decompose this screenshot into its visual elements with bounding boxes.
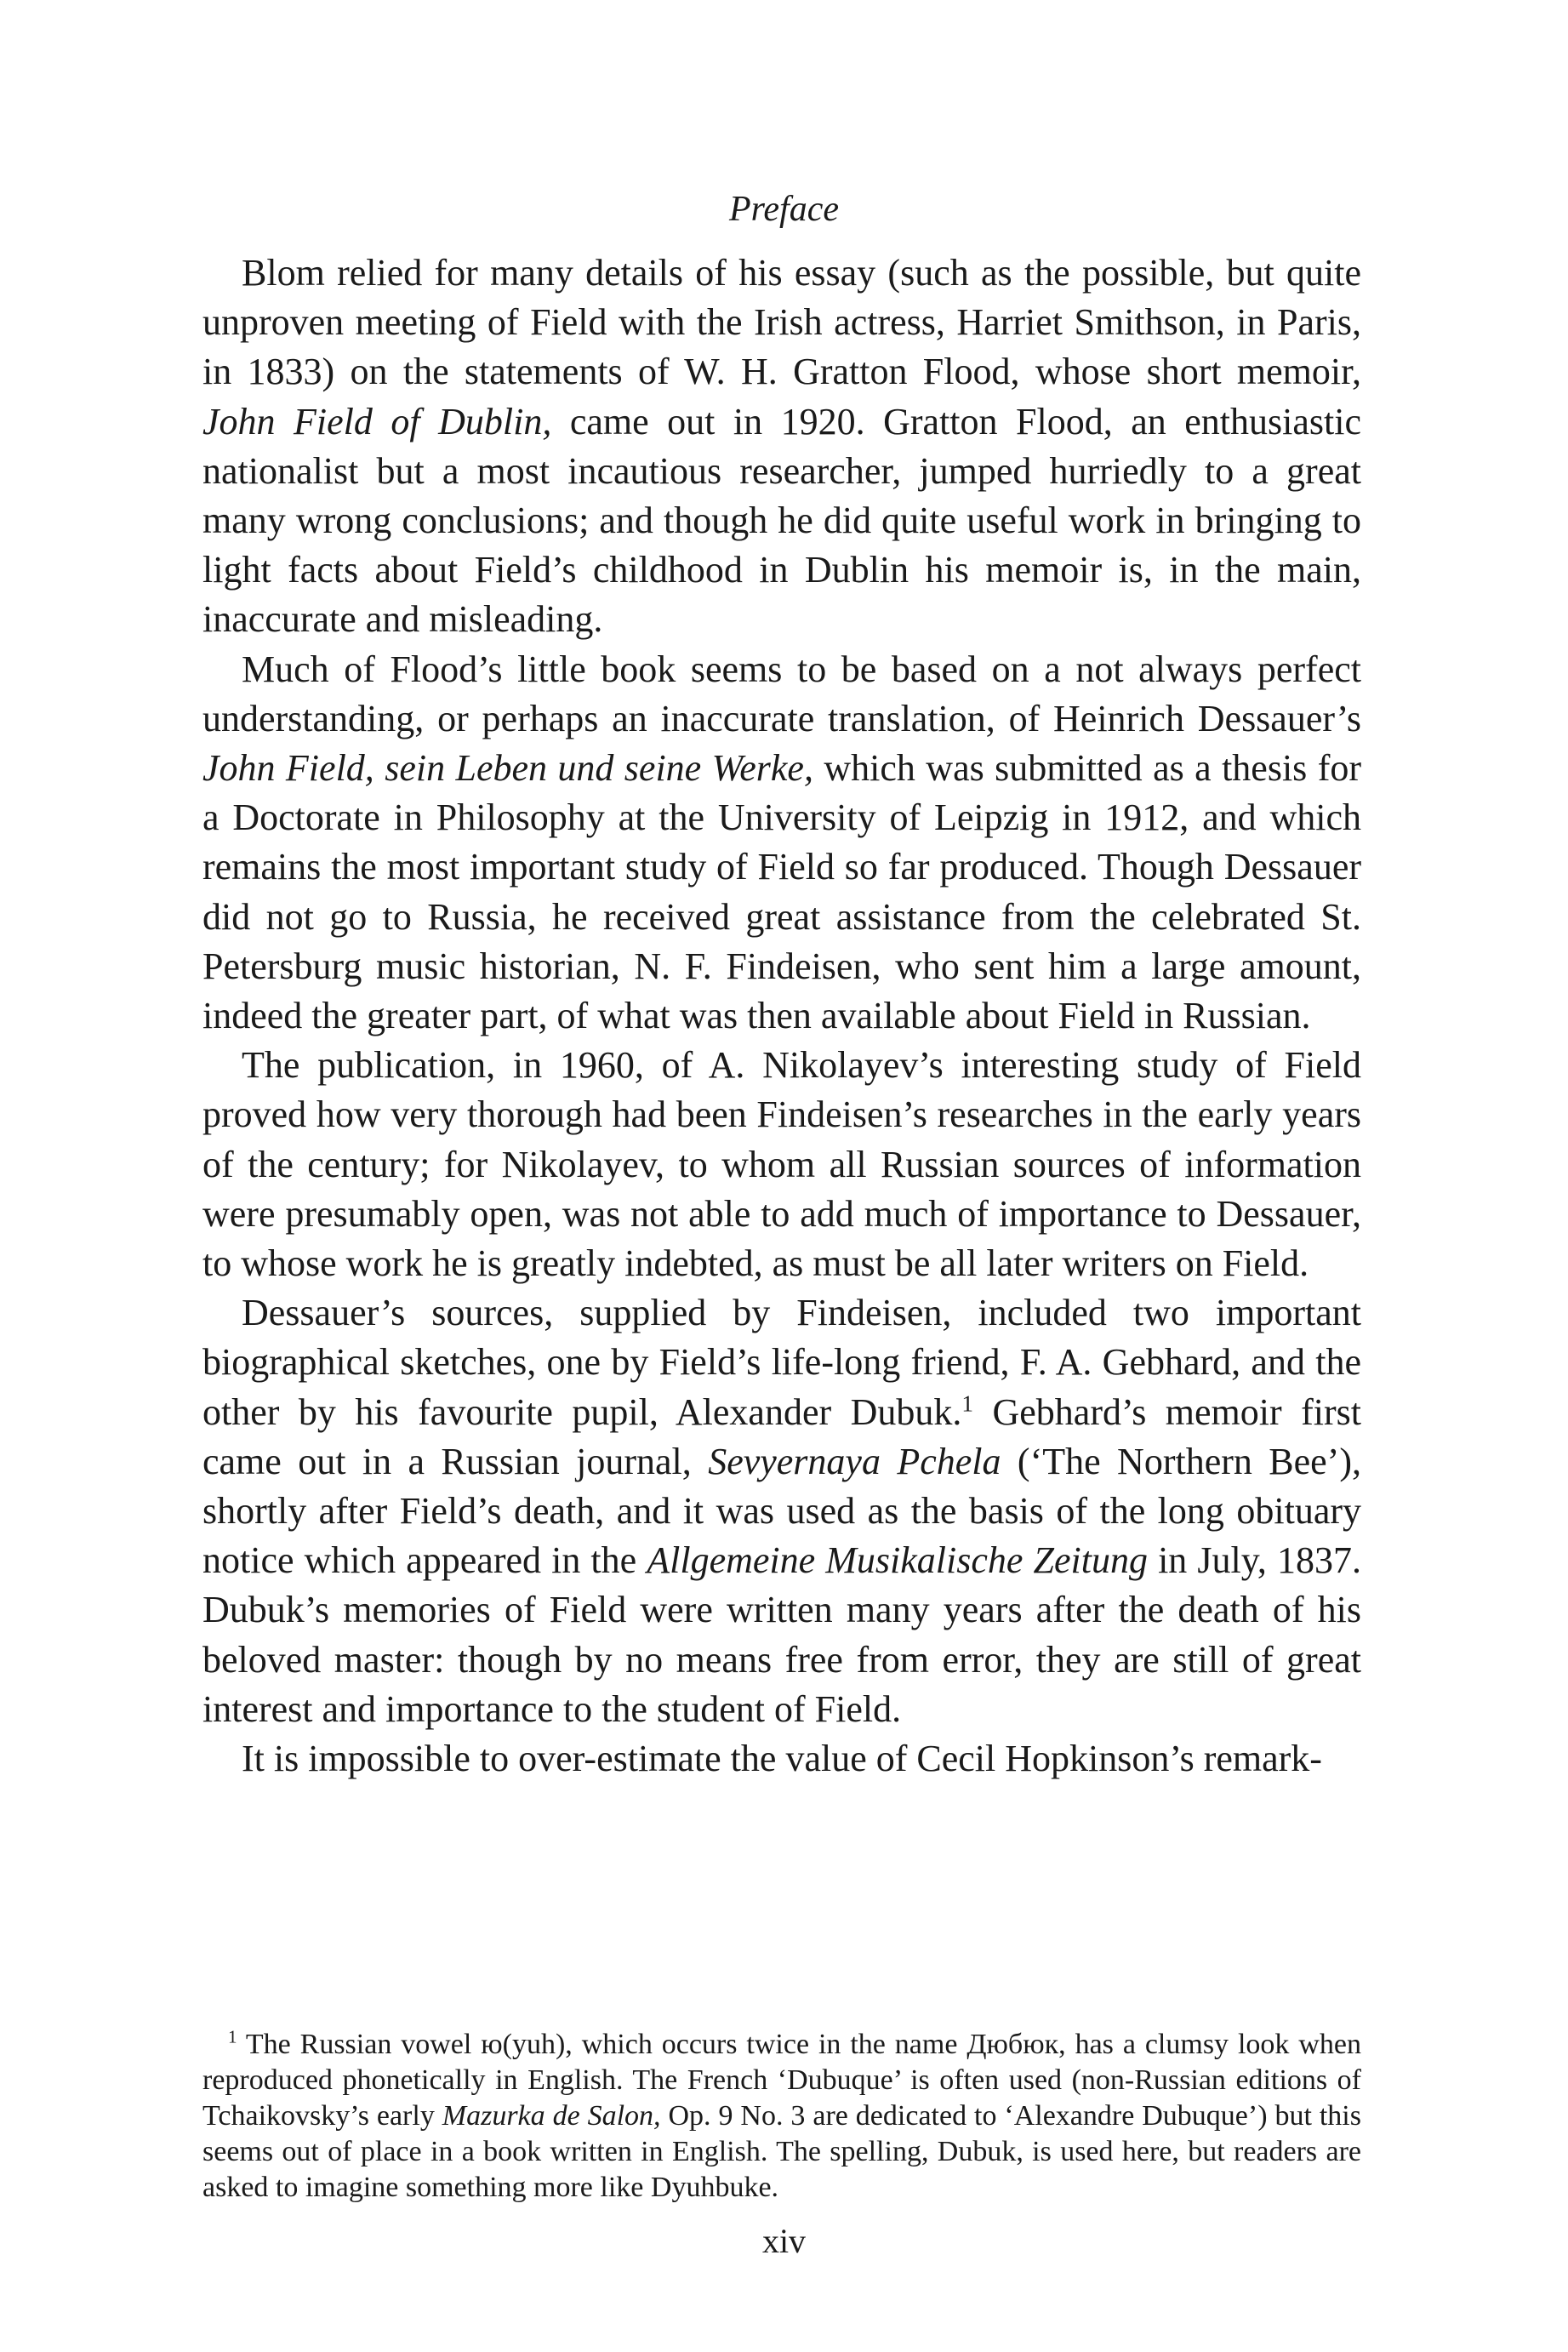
- book-title: John Field of Dublin,: [202, 400, 552, 442]
- footnote-reference: 1: [961, 1390, 974, 1417]
- text-run: It is impossible to over-estimate the value of Cecil Hopkinson’s remark-: [242, 1738, 1322, 1780]
- paragraph: [202, 1041, 1361, 1288]
- text-run: Op. 9 No. 3 are dedicated to ‘Alexandre Dubuque’) but this seems out of place in a book written in English. The spelling, Dubuk, is used here, but readers are asked to imagine something more like Dyuhbuke.: [202, 2100, 1361, 2203]
- paragraph: [202, 248, 1361, 645]
- text-run: The Russian vowel ю(yuh), which occurs twice in the name Дюбюк, has a clumsy look when reproduced phonetically in English. The French ‘Dubuque’ is often used (non-Russian editions of Tchaikovsky’s early: [202, 2029, 1361, 2132]
- text-run: Dessauer’s sources, supplied by Findeisen, included two important biographical sketches, one by Field’s life-long friend, F. A. Gebhard, and the other by his favourite pupil, Alexander Dubuk.: [202, 1292, 1361, 1433]
- footnotes: [202, 2027, 1361, 2206]
- journal-title: Sevyernaya Pchela: [708, 1440, 1001, 1482]
- text-run: which was submitted as a thesis for a Doctorate in Philosophy at the University of Leipzig in 1912, and which remains the most important study of Field so far produced. Though Dessauer did not go to Russia, he received great assistance from the celebrated St. Petersburg music historian, N. F. Findeisen, who sent him a large amount, indeed the greater part, of what was then available about Field in Russian.: [202, 747, 1361, 1037]
- running-head: Preface: [728, 190, 840, 229]
- paragraph: [202, 1734, 1361, 1784]
- text-run: in July, 1837. Dubuk’s memories of Field were written many years after the death of his beloved master: though by no means free from error, they are still of great interest and importance to the student of Field.: [202, 1539, 1361, 1730]
- footnote: [202, 2027, 1361, 2206]
- text-run: came out in 1920. Gratton Flood, an enthusiastic nationalist but a most incautious researcher, jumped hurriedly to a great many wrong conclusions; and though he did quite useful work in bringing to light facts about Field’s childhood in Dublin his memoir is, in the main, inaccurate and misleading.: [202, 400, 1361, 641]
- journal-title: Allgemeine Musikalische Zeitung: [647, 1539, 1148, 1582]
- footnote-marker: 1: [228, 2026, 237, 2047]
- text-run: The publication, in 1960, of A. Nikolayev’s interesting study of Field proved how very thorough had been Findeisen’s researches in the early years of the century; for Nikolayev, to whom all Russian sources of information were presumably open, was not able to add much of importance to Dessauer, to whose work he is greatly indebted, as must be all later writers on Field.: [202, 1044, 1361, 1285]
- paragraph: [202, 1288, 1361, 1734]
- body-text: [202, 248, 1361, 1784]
- text-run: (‘The Northern Bee’), shortly after Field’s death, and it was used as the basis of the long obituary notice which appeared in the: [202, 1440, 1361, 1582]
- page-number: xiv: [761, 2222, 807, 2260]
- work-title: Mazurka de Salon,: [442, 2100, 661, 2132]
- text-run: Blom relied for many details of his essay (such as the possible, but quite unproven meeting of Field with the Irish actress, Harriet Smithson, in Paris, in 1833) on the statements of W. H. Gratton Flood, whose short memoir,: [202, 252, 1361, 393]
- text-run: Much of Flood’s little book seems to be based on a not always perfect understanding, or perhaps an inaccurate translation, of Heinrich Dessauer’s: [202, 648, 1361, 739]
- book-title: John Field, sein Leben und seine Werke,: [202, 747, 813, 790]
- text-run: Gebhard’s memoir first came out in a Russian journal,: [202, 1390, 1361, 1482]
- paragraph: [202, 645, 1361, 1042]
